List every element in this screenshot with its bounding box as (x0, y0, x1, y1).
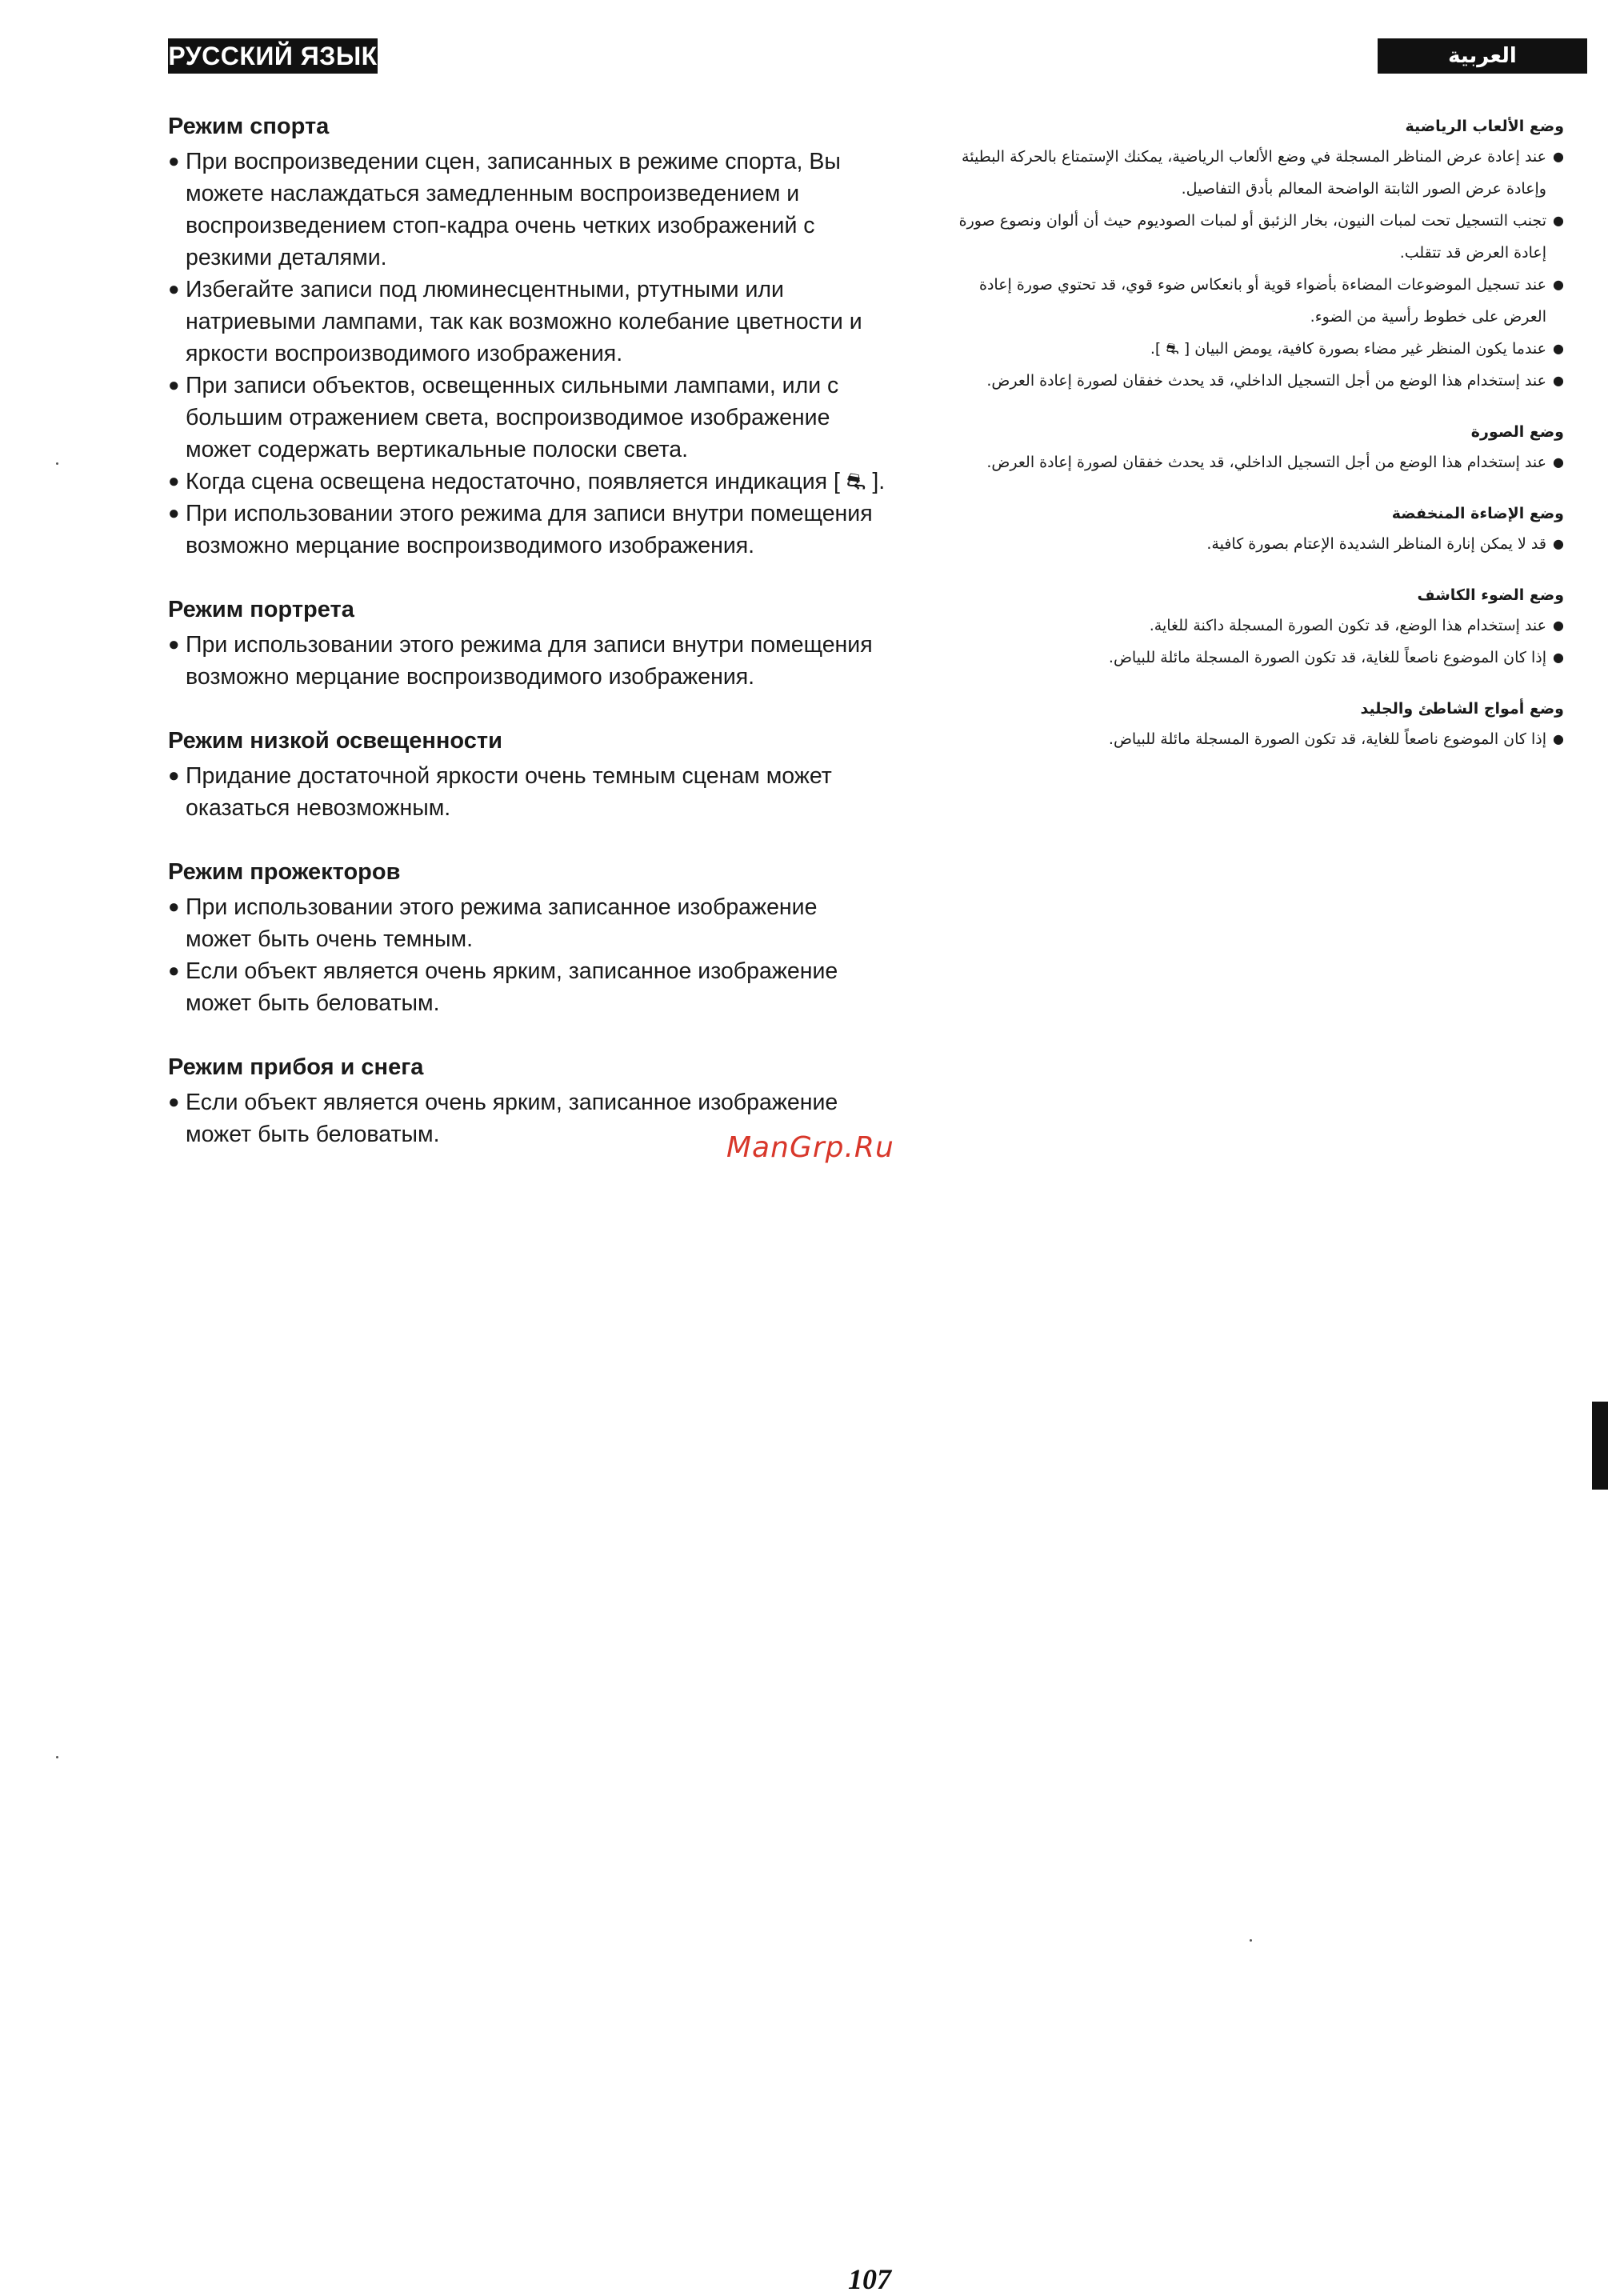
ru-section (168, 594, 888, 693)
section-heading: Режим низкой освещенности (168, 728, 502, 754)
bullet-text: عندما يكون المنظر غير مضاء بصورة كافية، يومض البيان [ ⛐ ]. (1150, 340, 1546, 358)
bullet-item (956, 642, 1564, 674)
bullet-text: Если объект является очень ярким, записанное изображение может быть беловатым. (186, 1090, 838, 1147)
bullet-text: При записи объектов, освещенных сильными лампами, или с большим отражением света, воспроизводимое изображение может содержать вертикальные полоски света. (186, 373, 839, 462)
bullet-icon: ● (1553, 618, 1564, 633)
bullet-icon: ● (168, 374, 180, 396)
bullet-icon: ● (168, 502, 180, 524)
bullet-icon: ● (1553, 341, 1564, 356)
russian-language-tab: РУССКИЙ ЯЗЫК (168, 38, 378, 74)
bullet-icon: ● (168, 765, 180, 786)
bullet-text: عند إستخدام هذا الوضع من أجل التسجيل الداخلي، قد يحدث خفقان لصورة إعادة العرض. (986, 372, 1546, 390)
bullet-text: عند تسجيل الموضوعات المضاءة بأضواء قوية أو بانعكاس ضوء قوي، قد تحتوي صورة إعادة العرض على خطوط رأسية من الضوء. (978, 276, 1546, 326)
watermark: ManGrp.Ru (726, 1131, 894, 1164)
bullet-text: عند إعادة عرض المناظر المسجلة في وضع الألعاب الرياضية، يمكنك الإستمتاع بالحركة البطيئة وإعادة عرض الصور الثابتة الواضحة المعالم بأدق التفاصيل. (962, 148, 1546, 198)
bullet-text: Придание достаточной яркости очень темным сценам может оказаться невозможным. (186, 763, 832, 821)
bullet-text: عند إستخدام هذا الوضع، قد تكون الصورة المسجلة داكنة للغاية. (1149, 617, 1546, 634)
bullet-icon: ● (168, 1091, 180, 1113)
bullet-icon: ● (1553, 277, 1564, 292)
ru-section (168, 110, 888, 562)
bullet-text: إذا كان الموضوع ناصعاً للغاية، قد تكون الصورة المسجلة مائلة للبياض. (1108, 730, 1546, 748)
bullet-item (168, 370, 888, 466)
russian-column (168, 110, 888, 1182)
arabic-language-tab: العربية (1378, 38, 1587, 74)
bullet-item (956, 723, 1564, 755)
bullet-text: إذا كان الموضوع ناصعاً للغاية، قد تكون الصورة المسجلة مائلة للبياض. (1108, 649, 1546, 666)
bullet-icon: ● (168, 278, 180, 300)
ar-section (956, 112, 1564, 397)
bullet-text: При использовании этого режима записанное изображение может быть очень темным. (186, 894, 818, 952)
section-heading: Режим прожекторов (168, 859, 401, 885)
bullet-item (956, 528, 1564, 560)
bullet-text: При использовании этого режима для записи внутри помещения возможно мерцание воспроизводимого изображения. (186, 501, 873, 558)
section-heading: وضع الضوء الكاشف (1417, 586, 1564, 604)
bullet-icon: ● (1553, 373, 1564, 388)
bullet-item (956, 141, 1564, 205)
bullet-text: Когда сцена освещена недостаточно, появляется индикация [ ⛐ ]. (186, 469, 886, 494)
section-heading: وضع أمواج الشاطئ والجليد (1360, 700, 1564, 718)
bullet-item (168, 274, 888, 370)
bullet-text: عند إستخدام هذا الوضع من أجل التسجيل الداخلي، قد يحدث خفقان لصورة إعادة العرض. (986, 454, 1546, 471)
bullet-item (168, 146, 888, 274)
bullet-text: При использовании этого режима для записи внутри помещения возможно мерцание воспроизводимого изображения. (186, 632, 873, 690)
ru-section (168, 856, 888, 1019)
section-heading: وضع الصورة (1470, 423, 1564, 441)
bullet-icon: ● (1553, 454, 1564, 470)
bullet-icon: ● (1553, 650, 1564, 665)
bullet-text: Если объект является очень ярким, записанное изображение может быть беловатым. (186, 958, 838, 1016)
ar-section (956, 694, 1564, 755)
bullet-icon: ● (168, 470, 180, 492)
bullet-icon: ● (168, 634, 180, 655)
scan-speck (56, 1756, 58, 1758)
section-heading: Режим портрета (168, 597, 354, 622)
bullet-item (956, 446, 1564, 478)
bullet-item (168, 498, 888, 562)
ar-section (956, 418, 1564, 478)
section-heading: وضع الإضاءة المنخفضة (1391, 505, 1564, 522)
bullet-item (168, 629, 888, 693)
bullet-item (168, 466, 888, 498)
bullet-text: تجنب التسجيل تحت لمبات النيون، بخار الزئبق أو لمبات الصوديوم حيث أن ألوان ونصوع صورة إعادة العرض قد تتقلب. (958, 212, 1546, 262)
bullet-item (956, 205, 1564, 269)
scan-speck (1250, 1939, 1252, 1942)
bullet-item (956, 610, 1564, 642)
bullet-item (956, 333, 1564, 365)
ar-section (956, 581, 1564, 674)
ru-section (168, 725, 888, 824)
ar-section (956, 499, 1564, 560)
section-heading: Режим спорта (168, 114, 330, 139)
scan-speck (56, 462, 58, 465)
bullet-item (956, 365, 1564, 397)
bullet-text: قد لا يمكن إنارة المناظر الشديدة الإعتام بصورة كافية. (1206, 535, 1546, 553)
section-heading: Режим прибоя и снега (168, 1054, 424, 1080)
bullet-icon: ● (1553, 536, 1564, 551)
bullet-item (168, 891, 888, 955)
bullet-icon: ● (168, 960, 180, 982)
bullet-text: Избегайте записи под люминесцентными, ртутными или натриевыми лампами, так как возможно колебание цветности и яркости воспроизводимого изображения. (186, 277, 862, 366)
bullet-icon: ● (1553, 213, 1564, 228)
bullet-icon: ● (1553, 149, 1564, 164)
bullet-item (168, 955, 888, 1019)
bullet-icon: ● (168, 896, 180, 918)
section-heading: وضع الألعاب الرياضية (1405, 118, 1564, 135)
bullet-icon: ● (1553, 731, 1564, 746)
page-number: 107 (848, 2263, 891, 2295)
bullet-item (168, 760, 888, 824)
bullet-icon: ● (168, 150, 180, 172)
side-index-tab (1592, 1402, 1608, 1490)
bullet-item (956, 269, 1564, 333)
arabic-column (956, 112, 1564, 776)
bullet-text: При воспроизведении сцен, записанных в режиме спорта, Вы можете наслаждаться замедленным воспроизведением и воспроизведением стоп-кадра очень четких изображений с резкими деталями. (186, 149, 841, 270)
